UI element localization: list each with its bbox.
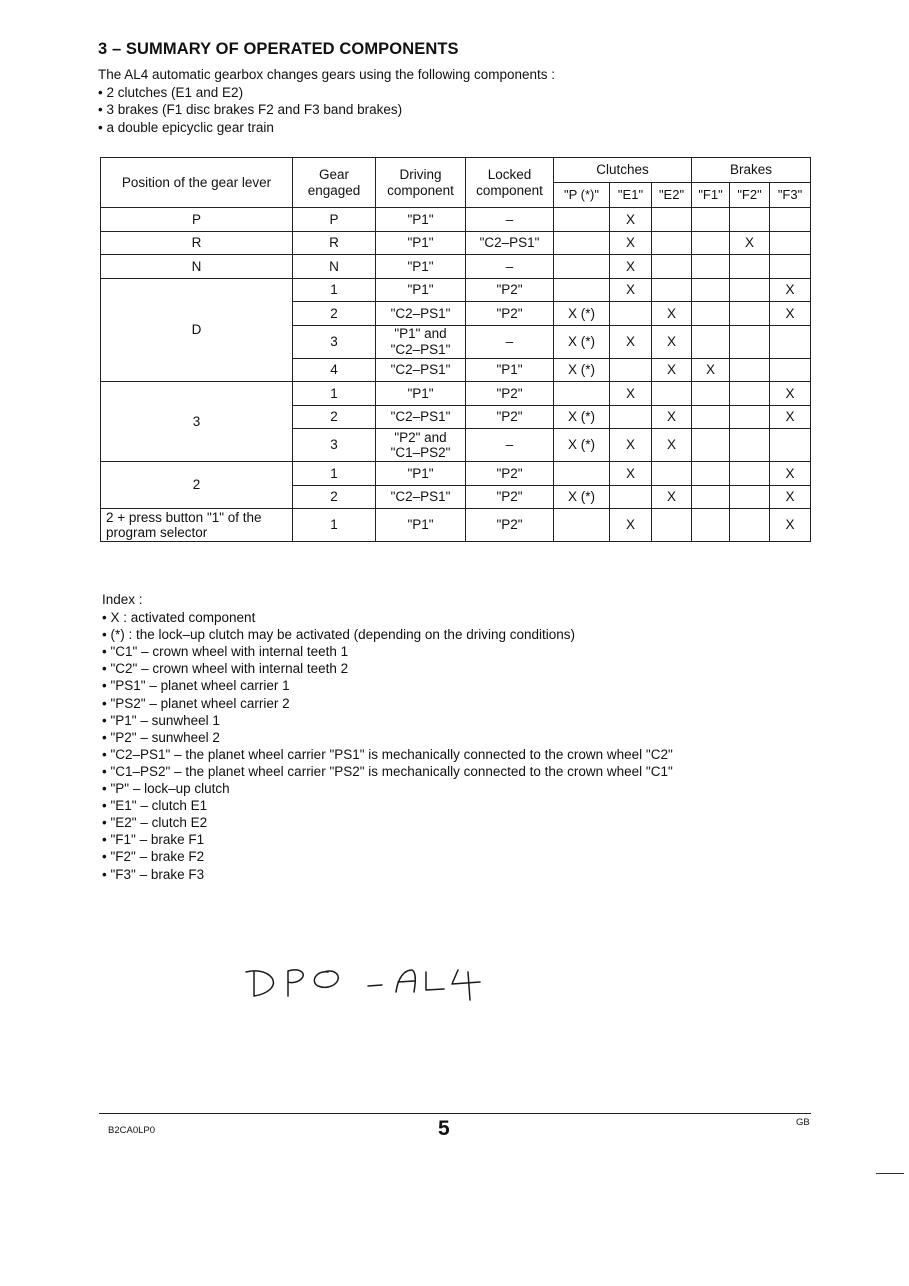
gear-engaged-cell: 1 <box>293 382 376 406</box>
component-f3-cell: X <box>770 278 811 302</box>
index-item: • "F1" – brake F1 <box>102 831 673 848</box>
index-list <box>102 609 673 883</box>
component-f1-cell <box>692 462 730 486</box>
intro-item: • a double epicyclic gear train <box>98 119 555 137</box>
table-row <box>101 255 811 279</box>
component-e2-cell: X <box>652 429 692 462</box>
header-gear: Gear engaged <box>293 158 376 208</box>
component-f1-cell <box>692 302 730 326</box>
gear-engaged-cell: 1 <box>293 462 376 486</box>
header-lever: Position of the gear lever <box>101 158 293 208</box>
component-p-cell: X (*) <box>554 358 610 382</box>
component-p-cell <box>554 382 610 406</box>
index-item: • "C2–PS1" – the planet wheel carrier "PS1" is mechanically connected to the crown wheel "C2" <box>102 746 673 763</box>
component-f2-cell <box>730 302 770 326</box>
component-p-cell <box>554 509 610 542</box>
component-e2-cell <box>652 462 692 486</box>
component-f1-cell: X <box>692 358 730 382</box>
table-row <box>101 231 811 255</box>
table-row <box>101 278 811 302</box>
intro-lead: The AL4 automatic gearbox changes gears using the following components : <box>98 67 556 82</box>
locked-component-cell: "P1" <box>466 358 554 382</box>
component-f3-cell <box>770 429 811 462</box>
index-item: • "PS2" – planet wheel carrier 2 <box>102 695 673 712</box>
scan-edge-mark <box>876 1173 904 1174</box>
component-f3-cell <box>770 255 811 279</box>
header-brake-f2: "F2" <box>730 183 770 208</box>
component-e2-cell: X <box>652 325 692 358</box>
component-f2-cell <box>730 429 770 462</box>
components-table <box>100 157 811 542</box>
header-driving: Driving component <box>376 158 466 208</box>
lever-position-cell: 3 <box>101 382 293 462</box>
table-body <box>101 208 811 542</box>
component-e2-cell <box>652 278 692 302</box>
component-e2-cell <box>652 208 692 232</box>
locked-component-cell: "P2" <box>466 382 554 406</box>
locked-component-cell: "P2" <box>466 462 554 486</box>
component-f2-cell: X <box>730 231 770 255</box>
index-item: • "PS1" – planet wheel carrier 1 <box>102 677 673 694</box>
component-f3-cell <box>770 358 811 382</box>
lever-position-cell: 2 + press button "1" of the program selector <box>101 509 293 542</box>
lever-position-cell: P <box>101 208 293 232</box>
index-item: • X : activated component <box>102 609 673 626</box>
header-clutch-p: "P (*)" <box>554 183 610 208</box>
component-e1-cell: X <box>610 509 652 542</box>
component-f3-cell <box>770 231 811 255</box>
component-f3-cell: X <box>770 485 811 509</box>
component-f2-cell <box>730 278 770 302</box>
gear-engaged-cell: 3 <box>293 325 376 358</box>
gear-engaged-cell: 2 <box>293 405 376 429</box>
intro-list <box>98 84 555 137</box>
header-clutch-e2: "E2" <box>652 183 692 208</box>
component-p-cell: X (*) <box>554 429 610 462</box>
component-f3-cell <box>770 325 811 358</box>
index-item: • "E1" – clutch E1 <box>102 797 673 814</box>
lever-position-cell: N <box>101 255 293 279</box>
footer-language: GB <box>796 1117 810 1128</box>
footer-rule <box>99 1113 811 1114</box>
locked-component-cell: – <box>466 255 554 279</box>
header-clutch-e1: "E1" <box>610 183 652 208</box>
index-title: Index : <box>102 592 143 607</box>
component-p-cell: X (*) <box>554 325 610 358</box>
locked-component-cell: "C2–PS1" <box>466 231 554 255</box>
component-f2-cell <box>730 208 770 232</box>
gear-engaged-cell: 4 <box>293 358 376 382</box>
index-item: • "C1" – crown wheel with internal teeth 1 <box>102 643 673 660</box>
component-f3-cell <box>770 208 811 232</box>
driving-component-cell: "P1" <box>376 462 466 486</box>
component-f2-cell <box>730 382 770 406</box>
gear-engaged-cell: N <box>293 255 376 279</box>
component-e2-cell <box>652 231 692 255</box>
header-clutches: Clutches <box>554 158 692 183</box>
driving-component-cell: "C2–PS1" <box>376 485 466 509</box>
driving-component-cell: "P1" <box>376 382 466 406</box>
component-f1-cell <box>692 278 730 302</box>
component-e1-cell: X <box>610 278 652 302</box>
index-item: • "P" – lock–up clutch <box>102 780 673 797</box>
component-e1-cell <box>610 485 652 509</box>
page-number: 5 <box>438 1117 450 1140</box>
component-e2-cell: X <box>652 358 692 382</box>
locked-component-cell: – <box>466 208 554 232</box>
component-e2-cell <box>652 382 692 406</box>
driving-component-cell: "P1" <box>376 278 466 302</box>
locked-component-cell: "P2" <box>466 302 554 326</box>
component-f1-cell <box>692 325 730 358</box>
component-f2-cell <box>730 485 770 509</box>
component-f3-cell: X <box>770 405 811 429</box>
intro-item: • 3 brakes (F1 disc brakes F2 and F3 band brakes) <box>98 101 555 119</box>
locked-component-cell: – <box>466 429 554 462</box>
gear-engaged-cell: 1 <box>293 278 376 302</box>
component-e2-cell <box>652 255 692 279</box>
index-item: • (*) : the lock–up clutch may be activated (depending on the driving conditions) <box>102 626 673 643</box>
header-brake-f1: "F1" <box>692 183 730 208</box>
component-e1-cell: X <box>610 382 652 406</box>
component-f1-cell <box>692 382 730 406</box>
gear-engaged-cell: 1 <box>293 509 376 542</box>
lever-position-cell: R <box>101 231 293 255</box>
driving-component-cell: "P1" <box>376 208 466 232</box>
component-f2-cell <box>730 509 770 542</box>
locked-component-cell: "P2" <box>466 405 554 429</box>
component-e1-cell: X <box>610 462 652 486</box>
component-f2-cell <box>730 405 770 429</box>
component-p-cell <box>554 278 610 302</box>
handwritten-note <box>244 958 494 1009</box>
component-e2-cell: X <box>652 405 692 429</box>
component-e1-cell <box>610 405 652 429</box>
header-brakes: Brakes <box>692 158 811 183</box>
index-item: • "C2" – crown wheel with internal teeth 2 <box>102 660 673 677</box>
component-f2-cell <box>730 325 770 358</box>
component-f1-cell <box>692 255 730 279</box>
gear-engaged-cell: R <box>293 231 376 255</box>
component-e1-cell: X <box>610 325 652 358</box>
index-item: • "E2" – clutch E2 <box>102 814 673 831</box>
locked-component-cell: "P2" <box>466 278 554 302</box>
lever-position-cell: D <box>101 278 293 382</box>
component-e1-cell <box>610 302 652 326</box>
intro-item: • 2 clutches (E1 and E2) <box>98 84 555 102</box>
component-f2-cell <box>730 255 770 279</box>
component-p-cell <box>554 208 610 232</box>
footer-code: B2CA0LP0 <box>108 1125 156 1136</box>
driving-component-cell: "P2" and "C1–PS2" <box>376 429 466 462</box>
header-locked: Locked component <box>466 158 554 208</box>
lever-position-cell: 2 <box>101 462 293 509</box>
gear-engaged-cell: 3 <box>293 429 376 462</box>
locked-component-cell: "P2" <box>466 509 554 542</box>
component-f2-cell <box>730 358 770 382</box>
component-p-cell: X (*) <box>554 302 610 326</box>
index-item: • "P2" – sunwheel 2 <box>102 729 673 746</box>
component-f3-cell: X <box>770 462 811 486</box>
component-e1-cell <box>610 358 652 382</box>
component-f1-cell <box>692 429 730 462</box>
component-e1-cell: X <box>610 429 652 462</box>
driving-component-cell: "P1" and "C2–PS1" <box>376 325 466 358</box>
gear-engaged-cell: P <box>293 208 376 232</box>
index-item: • "P1" – sunwheel 1 <box>102 712 673 729</box>
locked-component-cell: "P2" <box>466 485 554 509</box>
driving-component-cell: "P1" <box>376 509 466 542</box>
driving-component-cell: "C2–PS1" <box>376 302 466 326</box>
component-e2-cell <box>652 509 692 542</box>
component-f1-cell <box>692 208 730 232</box>
table-row <box>101 382 811 406</box>
component-p-cell <box>554 231 610 255</box>
header-brake-f3: "F3" <box>770 183 811 208</box>
component-p-cell: X (*) <box>554 485 610 509</box>
component-f3-cell: X <box>770 509 811 542</box>
intro-block <box>98 66 555 136</box>
table-row <box>101 208 811 232</box>
index-block <box>102 591 673 883</box>
locked-component-cell: – <box>466 325 554 358</box>
component-e1-cell: X <box>610 208 652 232</box>
driving-component-cell: "P1" <box>376 231 466 255</box>
component-f1-cell <box>692 405 730 429</box>
component-e2-cell: X <box>652 485 692 509</box>
driving-component-cell: "P1" <box>376 255 466 279</box>
driving-component-cell: "C2–PS1" <box>376 358 466 382</box>
component-e2-cell: X <box>652 302 692 326</box>
component-p-cell <box>554 255 610 279</box>
component-f2-cell <box>730 462 770 486</box>
handwritten-note-drawing <box>244 958 494 1004</box>
gear-engaged-cell: 2 <box>293 485 376 509</box>
component-e1-cell: X <box>610 231 652 255</box>
index-item: • "F3" – brake F3 <box>102 866 673 883</box>
index-item: • "C1–PS2" – the planet wheel carrier "PS2" is mechanically connected to the crown wheel "C1" <box>102 763 673 780</box>
gear-engaged-cell: 2 <box>293 302 376 326</box>
table-row <box>101 462 811 486</box>
component-p-cell: X (*) <box>554 405 610 429</box>
index-item: • "F2" – brake F2 <box>102 848 673 865</box>
section-heading: 3 – SUMMARY OF OPERATED COMPONENTS <box>98 40 459 58</box>
component-e1-cell: X <box>610 255 652 279</box>
component-f1-cell <box>692 485 730 509</box>
component-f3-cell: X <box>770 382 811 406</box>
component-f1-cell <box>692 509 730 542</box>
driving-component-cell: "C2–PS1" <box>376 405 466 429</box>
component-p-cell <box>554 462 610 486</box>
component-f3-cell: X <box>770 302 811 326</box>
table-row <box>101 509 811 542</box>
component-f1-cell <box>692 231 730 255</box>
